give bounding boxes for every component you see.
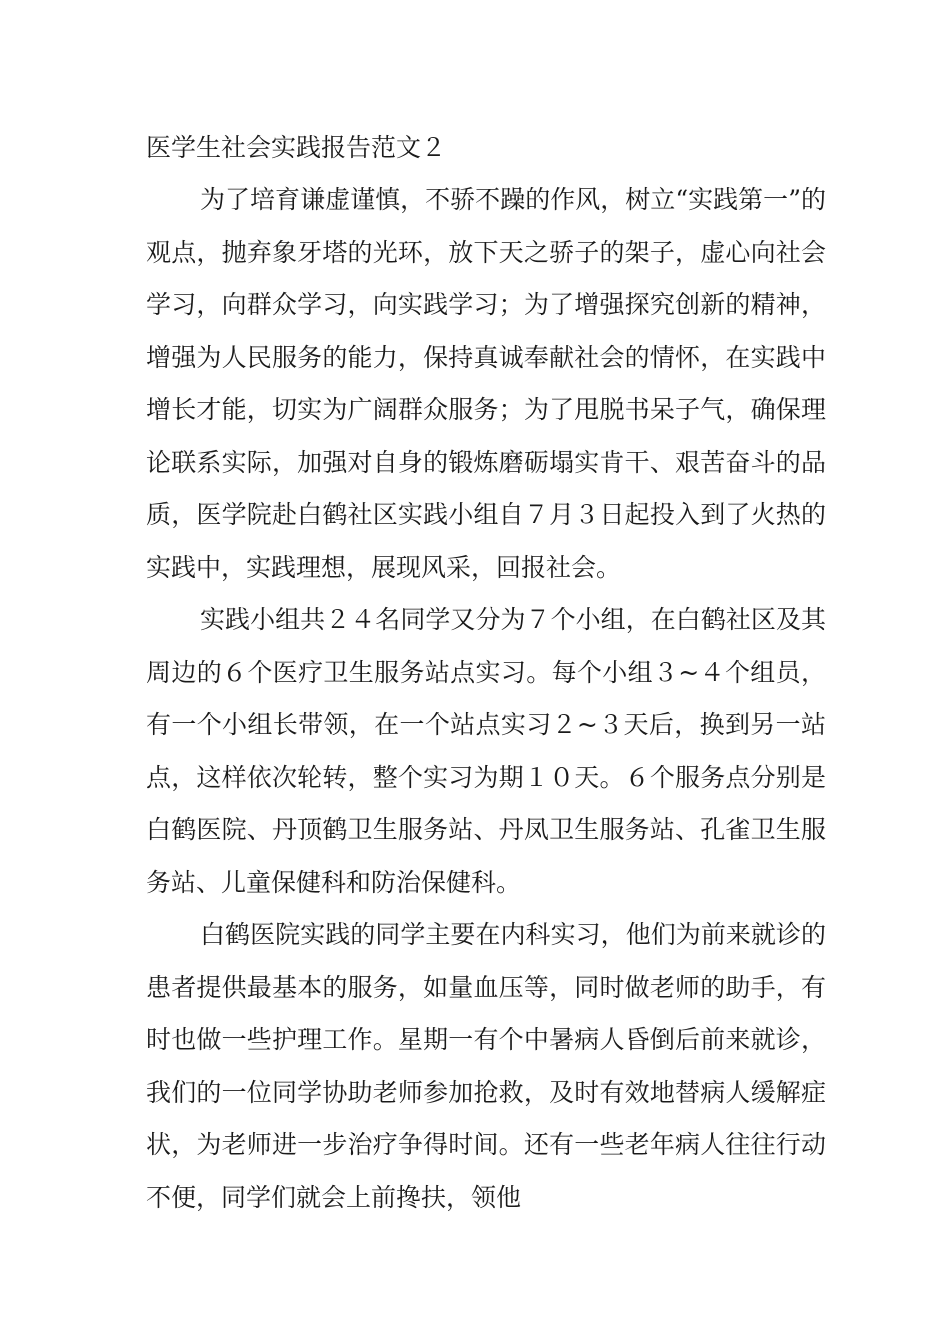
document-title: 医学生社会实践报告范文２: [146, 133, 447, 162]
paragraph-1: 为了培育谦虚谨慎，不骄不躁的作风，树立“实践第一”的观点，抛弃象牙塔的光环，放下天之骄子的架子，虚心向社会学习，向群众学习，向实践学习；为了增强探究创新的精神，增强为人民服务的能力，保持真诚奉献社会的情怀，在实践中增长才能，切实为广阔群众服务；为了甩脱书呆子气，确保理论联系实际，加强对自身的锻炼磨砺塌实肯干、艰苦奋斗的品质，医学院赴白鹤社区实践小组自７月３日起投入到了火热的实践中，实践理想，展现风采，回报社会。: [146, 185, 826, 582]
paragraph-2: 实践小组共２４名同学又分为７个小组，在白鹤社区及其周边的６个医疗卫生服务站点实习。每个小组３~４个组员，有一个小组长带领，在一个站点实习２~３天后，换到另一站点，这样依次轮转，整个实习为期１０天。６个服务点分别是白鹤医院、丹顶鹤卫生服务站、丹凤卫生服务站、孔雀卫生服务站、儿童保健科和防治保健科。: [146, 605, 826, 897]
document-body: [146, 122, 826, 1224]
paragraph-3: 白鹤医院实践的同学主要在内科实习，他们为前来就诊的患者提供最基本的服务，如量血压等，同时做老师的助手，有时也做一些护理工作。星期一有个中暑病人昏倒后前来就诊，我们的一位同学协助老师参加抢救，及时有效地替病人缓解症状，为老师进一步治疗争得时间。还有一些老年病人往往行动不便，同学们就会上前搀扶，领他: [146, 920, 826, 1212]
